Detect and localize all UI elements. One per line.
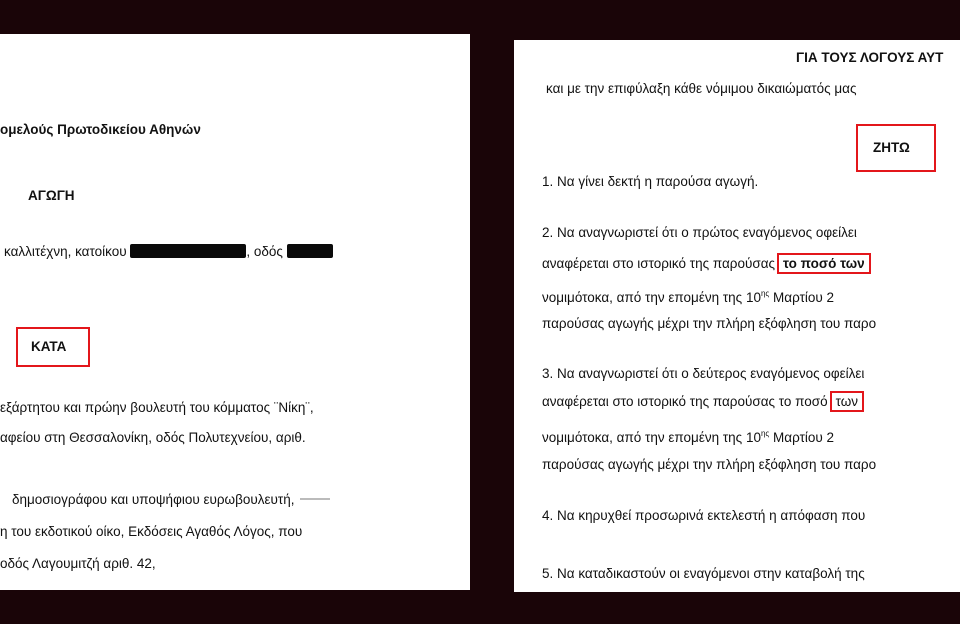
item2-line3-text: νομιμότοκα, από την επομένη της 10: [542, 290, 761, 305]
defendant1-line2: αφείου στη Θεσσαλονίκη, οδός Πολυτεχνείου, αριθ.: [0, 430, 306, 445]
item2-line2-text: αναφέρεται στο ιστορικό της παρούσας: [542, 256, 776, 271]
court-line: ομελούς Πρωτοδικείου Αθηνών: [0, 122, 201, 137]
heading-kata: ΚΑΤΑ: [31, 339, 67, 354]
defendant2-line1: [12, 492, 330, 508]
item2-line3-end: Μαρτίου 2: [769, 290, 835, 305]
item3-line2-text: αναφέρεται στο ιστορικό της παρούσας το ποσό: [542, 394, 828, 409]
heading-zito: ΖΗΤΩ: [873, 140, 910, 155]
item2-line3: [542, 286, 834, 306]
item1-line: 1. Να γίνει δεκτή η παρούσα αγωγή.: [542, 174, 759, 189]
header-line: ΓΙΑ ΤΟΥΣ ΛΟΓΟΥΣ ΑΥΤ: [796, 50, 944, 65]
plaintiff-line: [4, 244, 333, 260]
heading-agogi: ΑΓΩΓΗ: [28, 188, 75, 203]
redaction-bar: [130, 244, 246, 258]
defendant2-line3: οδός Λαγουμιτζή αριθ. 42,: [0, 556, 156, 571]
left-document-page: [0, 34, 470, 590]
defendant2-line1-text: δημοσιογράφου και υποψήφιου ευρωβουλευτή,: [12, 492, 295, 507]
item3-line3-text: νομιμότοκα, από την επομένη της 10: [542, 430, 761, 445]
ordinal-suffix: ης: [760, 289, 770, 298]
item4-line: 4. Να κηρυχθεί προσωρινά εκτελεστή η απόφαση που: [542, 508, 866, 523]
item5-line: 5. Να καταδικαστούν οι εναγόμενοι στην καταβολή της: [542, 566, 865, 581]
defendant1-line1: εξάρτητου και πρώην βουλευτή του κόμματος ¨Νίκη¨,: [0, 400, 314, 415]
reservation-line: και με την επιφύλαξη κάθε νόμιμου δικαιώματός μας: [546, 81, 857, 96]
ordinal-suffix: ης: [760, 429, 770, 438]
ink-smudge: [300, 498, 330, 500]
plaintiff-text-start: καλλιτέχνη, κατοίκου: [4, 244, 131, 259]
item3-line1: 3. Να αναγνωριστεί ότι ο δεύτερος εναγόμενος οφείλει: [542, 366, 865, 381]
defendant2-line2: η του εκδοτικού οίκο, Εκδόσεις Αγαθός Λόγος, που: [0, 524, 303, 539]
highlight-amount-1: το ποσό των: [777, 253, 871, 274]
item3-line2: [542, 394, 864, 410]
item2-line1: 2. Να αναγνωριστεί ότι ο πρώτος εναγόμενος οφείλει: [542, 225, 857, 240]
highlight-amount-2: των: [830, 391, 864, 412]
redaction-bar: [287, 244, 333, 258]
item3-line3-end: Μαρτίου 2: [769, 430, 835, 445]
item3-line3: [542, 426, 834, 446]
item2-line2: [542, 256, 871, 272]
item2-line4: παρούσας αγωγής μέχρι την πλήρη εξόφληση του παρο: [542, 316, 877, 331]
item3-line4: παρούσας αγωγής μέχρι την πλήρη εξόφληση του παρο: [542, 457, 877, 472]
plaintiff-text-mid: , οδός: [246, 244, 287, 259]
right-document-page: [514, 40, 960, 592]
